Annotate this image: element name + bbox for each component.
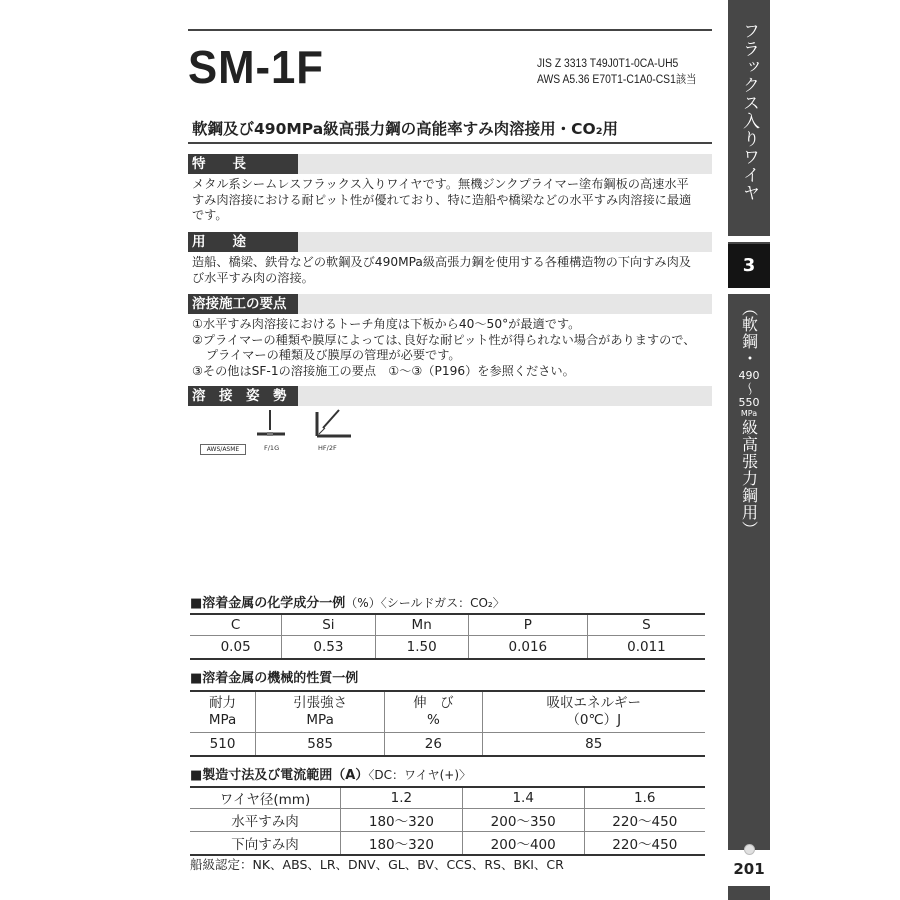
- chem-table: [190, 613, 705, 660]
- text-line: 造船、橋梁、鉄骨などの軟鋼及び490MPa級高張力鋼を使用する各種構造物の下向すみ肉及: [192, 255, 691, 269]
- section-header-points: [188, 294, 712, 314]
- value-cell: 200～350: [462, 809, 584, 832]
- text-line: ③その他はSF-1の溶接施工の要点 ①～③（P196）を参照ください。: [192, 363, 575, 378]
- value-cell: 220～450: [584, 832, 705, 856]
- section-label: 特 長: [188, 154, 298, 174]
- product-title: SM-1F: [188, 41, 324, 93]
- position-label-horizontal-fillet: HF/2F: [318, 444, 337, 452]
- value-cell: 180～320: [341, 832, 463, 856]
- header-cell: [256, 691, 385, 733]
- section-label: 溶 接 姿 勢: [188, 386, 298, 406]
- size-title: ■製造寸法及び電流範囲（A）: [190, 768, 369, 783]
- header-cell: C: [190, 614, 282, 636]
- table-row: [190, 733, 705, 757]
- paren-close: ）: [739, 521, 759, 537]
- header-cell: P: [468, 614, 587, 636]
- value-cell: 0.05: [190, 636, 282, 660]
- chem-title: ■溶着金属の化学成分一例: [190, 596, 346, 611]
- uses-text: [192, 255, 712, 286]
- flat-position-icon: [257, 410, 285, 434]
- section-band: [298, 294, 712, 314]
- header-cell: S: [587, 614, 705, 636]
- header-cell: 1.6: [584, 787, 705, 809]
- table-row: [190, 809, 705, 832]
- paren-open: （: [739, 300, 759, 316]
- text-line: すみ肉溶接における耐ピット性が優れており、特に造船や橋梁などの水平すみ肉溶接に最適: [192, 192, 692, 207]
- header-top: 伸 び: [413, 695, 454, 711]
- sub-text-b: 490: [738, 369, 760, 382]
- sub-text-f: 級高張力鋼用: [739, 419, 759, 521]
- value-cell: 180～320: [341, 809, 463, 832]
- table-row: [190, 832, 705, 856]
- text-line: ②プライマーの種類や膜厚によっては､良好な耐ピット性が得られない場合がありますので、: [192, 332, 696, 347]
- section-label: 溶接施工の要点: [188, 294, 298, 314]
- header-unit: %: [426, 712, 440, 728]
- chem-table-title: [190, 592, 505, 611]
- mech-table: [190, 690, 705, 757]
- value-cell: 0.011: [587, 636, 705, 660]
- header-unit: MPa: [306, 712, 334, 728]
- table-header-row: [190, 787, 705, 809]
- value-cell: 200～400: [462, 832, 584, 856]
- header-cell: [190, 691, 256, 733]
- header-cell: [385, 691, 482, 733]
- sidebar-separator: [728, 288, 770, 294]
- table-row: [190, 636, 705, 660]
- value-cell: 0.016: [468, 636, 587, 660]
- value-cell: 1.50: [375, 636, 468, 660]
- top-rule: [188, 29, 712, 31]
- header-top: 吸収エネルギー: [546, 695, 642, 711]
- row-label: 下向すみ肉: [190, 832, 341, 856]
- row-label: 水平すみ肉: [190, 809, 341, 832]
- value-cell: 0.53: [282, 636, 375, 660]
- value-cell: 220～450: [584, 809, 705, 832]
- section-band: [298, 386, 712, 406]
- section-label: 用 途: [188, 232, 298, 252]
- sub-text-a: 軟鋼・: [739, 316, 759, 367]
- features-text: [192, 177, 712, 224]
- standards: [537, 56, 697, 88]
- header-cell: ワイヤ径(mm): [190, 787, 341, 809]
- sidebar-separator: [728, 236, 770, 242]
- section-band: [298, 154, 712, 174]
- header-cell: 1.2: [341, 787, 463, 809]
- text-line: プライマーの種類及び膜厚の管理が必要です。: [206, 348, 461, 362]
- sidebar-subcategory: [728, 300, 770, 537]
- page-number: 201: [733, 860, 765, 878]
- header-top: 耐力: [209, 695, 237, 711]
- product-subtitle: 軟鋼及び490MPa級高張力鋼の高能率すみ肉溶接用・CO₂用: [192, 120, 619, 138]
- table-header-row: [190, 614, 705, 636]
- chem-note: （%）〈シールドガス：CO₂〉: [345, 596, 505, 610]
- mech-table-title: ■溶着金属の機械的性質一例: [190, 671, 359, 686]
- text-line: メタル系シームレスフラックス入りワイヤです。無機ジンクプライマー塗布鋼板の高速水平: [192, 177, 689, 191]
- size-note: 〈DC：ワイヤ(+)〉: [368, 768, 472, 782]
- value-cell: 26: [385, 733, 482, 757]
- size-table-title: [190, 764, 471, 783]
- value-cell: 585: [256, 733, 385, 757]
- text-line: です。: [192, 208, 228, 222]
- section-header-uses: [188, 232, 712, 252]
- points-text: [192, 317, 712, 379]
- value-cell: 85: [482, 733, 705, 757]
- size-table: [190, 786, 705, 856]
- sub-text-e: MPa: [740, 409, 758, 418]
- sub-text-d: 550: [738, 396, 760, 409]
- subtitle-rule: [188, 142, 712, 144]
- standard-jis: JIS Z 3313 T49J0T1-0CA-UH5: [537, 58, 679, 70]
- header-top: 引張強さ: [293, 695, 348, 711]
- text-line: び水平すみ肉の溶接。: [192, 270, 314, 285]
- section-band: [298, 232, 712, 252]
- standard-aws: AWS A5.36 E70T1-C1A0-CS1該当: [537, 74, 697, 86]
- header-cell: Si: [282, 614, 375, 636]
- header-cell: 1.4: [462, 787, 584, 809]
- header-unit: （0℃）J: [566, 712, 622, 728]
- horizontal-fillet-icon: [317, 410, 351, 436]
- position-label-flat: F/1G: [264, 444, 280, 452]
- header-unit: MPa: [208, 712, 237, 728]
- text-line: ①水平すみ肉溶接におけるトーチ角度は下板から40～50°が最適です。: [192, 317, 581, 331]
- page-dot: [744, 844, 755, 855]
- category-label: フラックス入りワイヤ: [739, 22, 759, 202]
- header-cell: [482, 691, 705, 733]
- certification-text: 船級認定：NK、ABS、LR、DNV、GL、BV、CCS、RS、BKI、CR: [190, 857, 564, 872]
- header-cell: Mn: [375, 614, 468, 636]
- section-header-positions: [188, 386, 712, 406]
- table-header-row: [190, 691, 705, 733]
- section-header-features: [188, 154, 712, 174]
- sub-text-c: ～: [741, 382, 757, 396]
- value-cell: 510: [190, 733, 256, 757]
- chapter-number: 3: [728, 244, 770, 288]
- aws-asme-box: AWS/ASME: [200, 444, 246, 455]
